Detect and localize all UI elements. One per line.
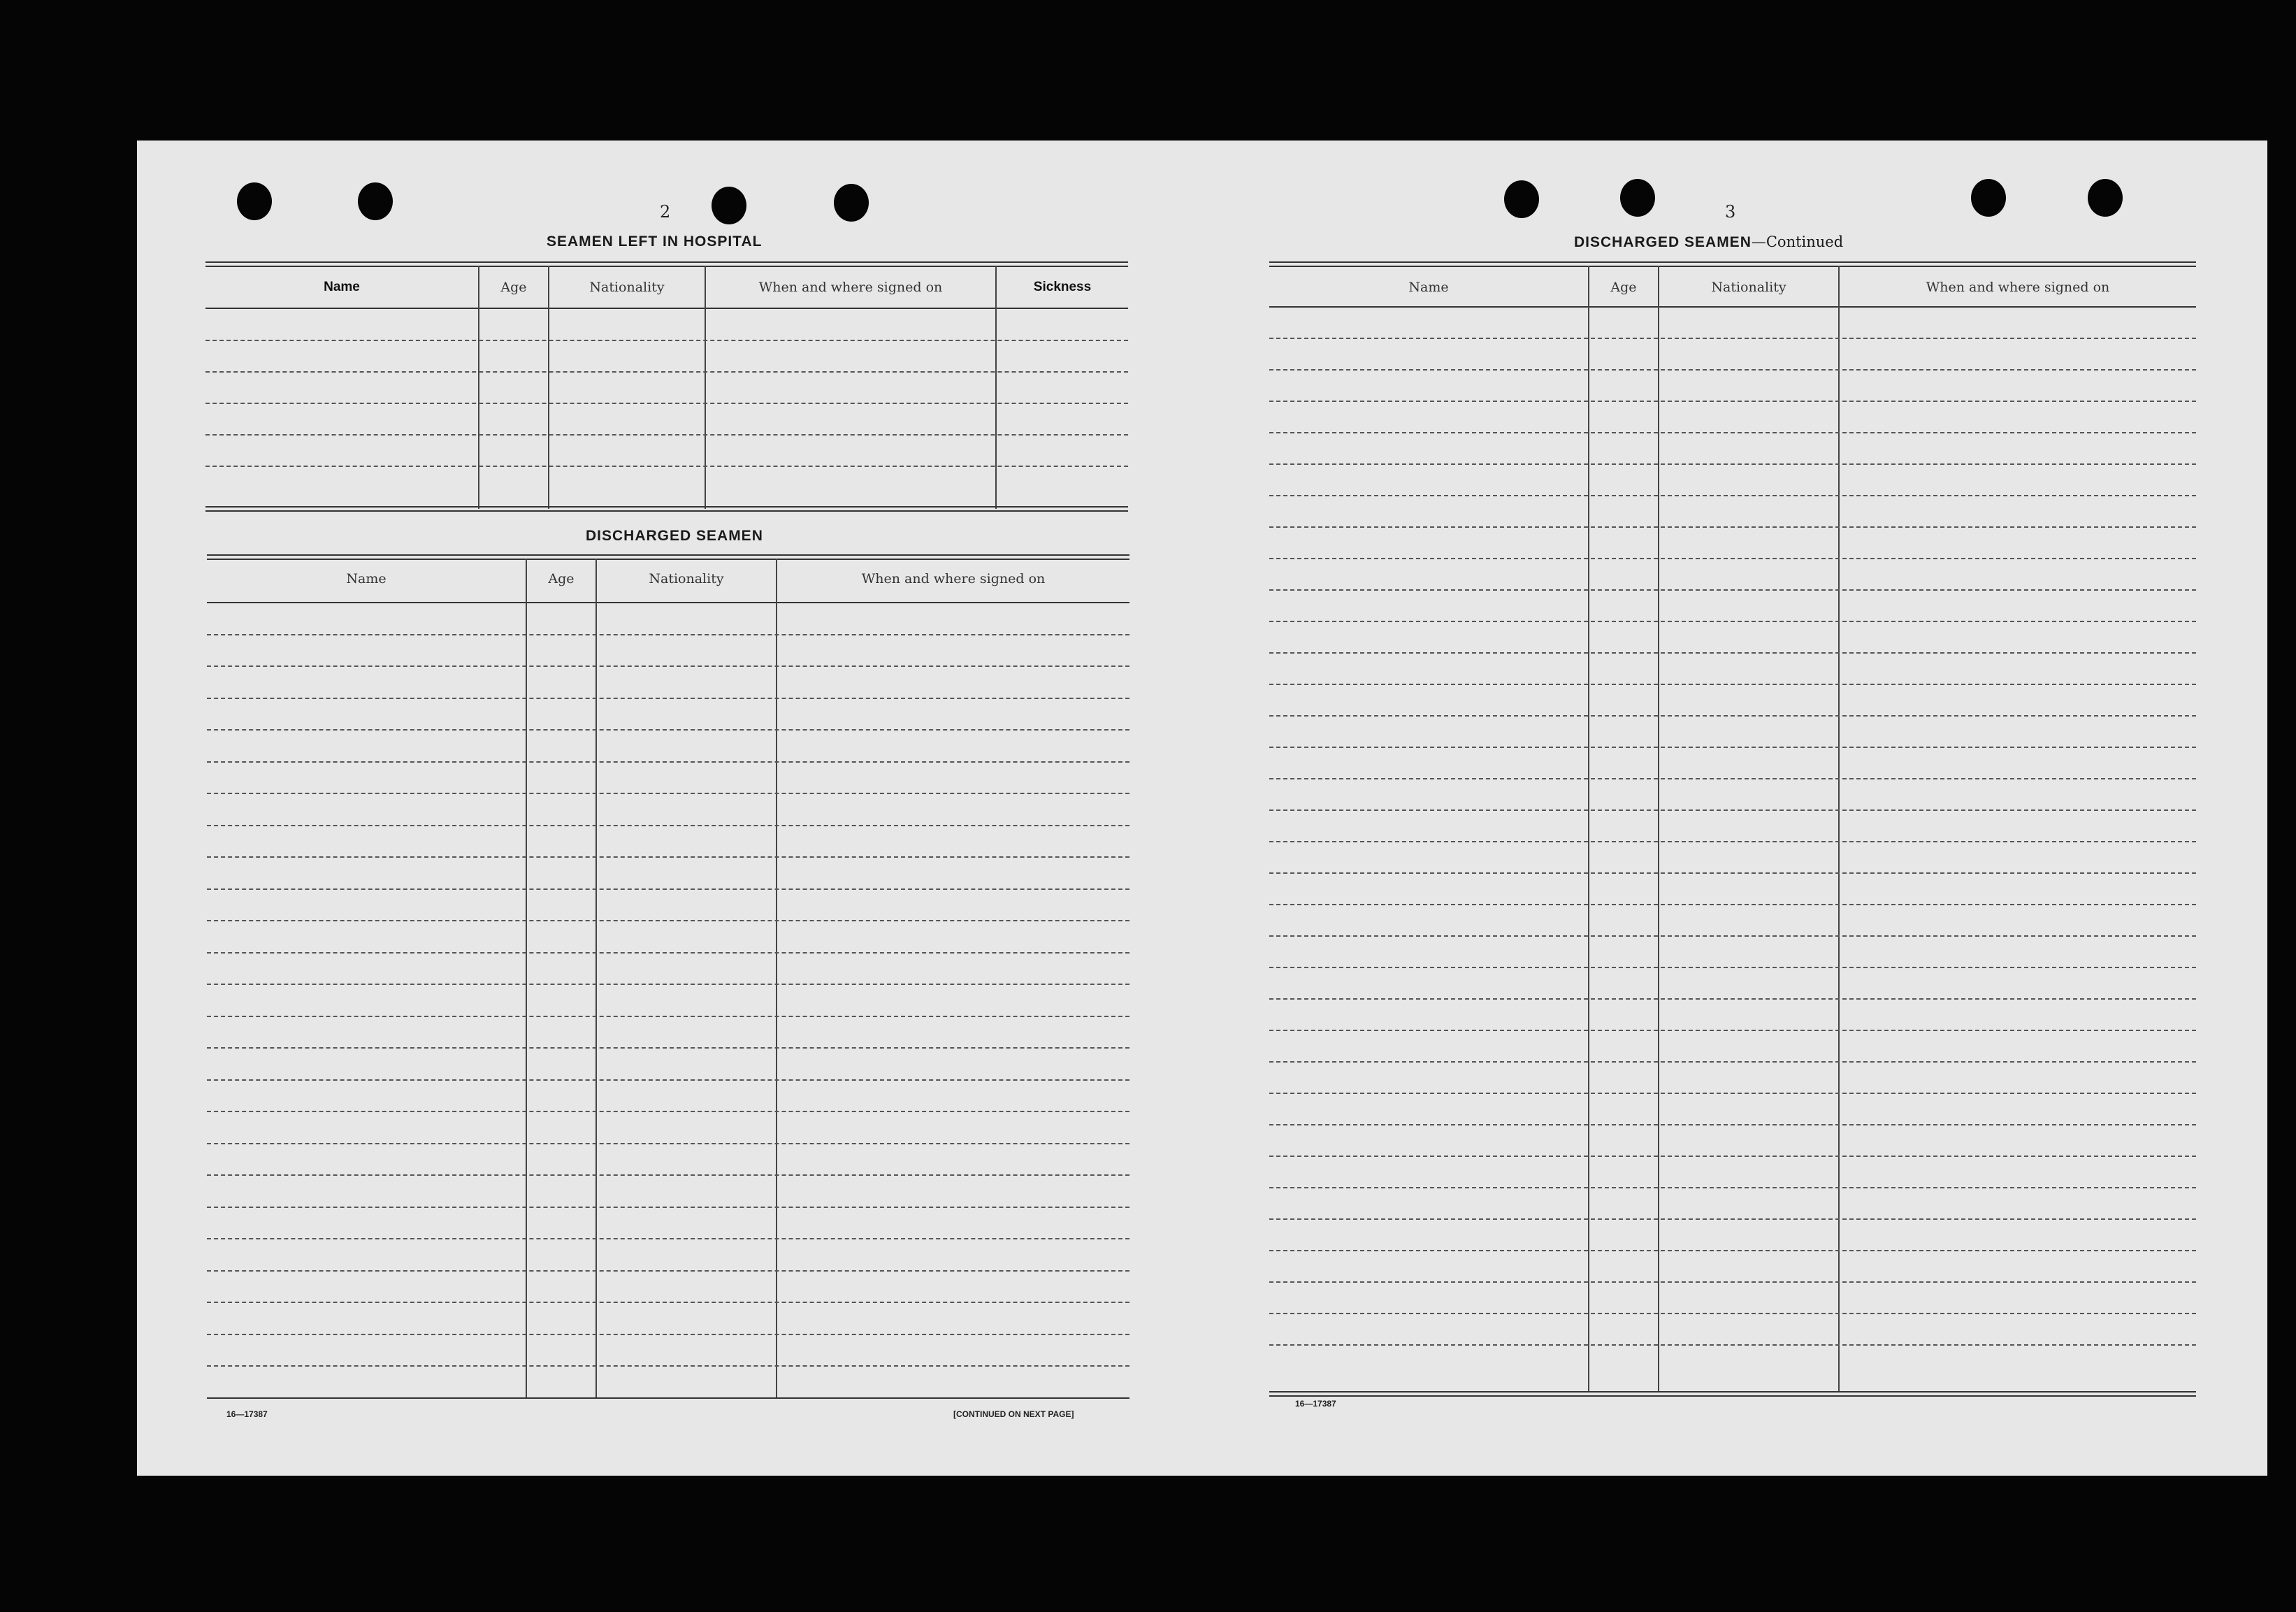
header-name: Name xyxy=(324,280,360,294)
header-nationality: Nationality xyxy=(1711,280,1786,295)
punch-hole xyxy=(237,182,272,220)
table-row-line xyxy=(1269,998,2196,1000)
header-when-where: When and where signed on xyxy=(1926,280,2110,295)
title-main: DISCHARGED SEAMEN xyxy=(1574,234,1752,250)
header-sickness: Sickness xyxy=(1033,280,1092,294)
table-row-line xyxy=(1269,432,2196,433)
table-row-line xyxy=(1269,652,2196,654)
table-row-line xyxy=(207,729,1129,731)
table-row-line xyxy=(207,1270,1129,1272)
table-row-line xyxy=(1269,463,2196,465)
document-sheet xyxy=(137,141,2267,1476)
table-row-line xyxy=(1269,495,2196,496)
table-row-line xyxy=(1269,778,2196,779)
title-suffix: —Continued xyxy=(1751,233,1844,250)
table-row-line xyxy=(207,793,1129,794)
table-row-line xyxy=(207,1111,1129,1112)
table-row-line xyxy=(207,761,1129,763)
header-nationality: Nationality xyxy=(649,571,724,586)
table-row-line xyxy=(1269,558,2196,559)
punch-hole xyxy=(834,184,869,222)
table-row-line xyxy=(1269,684,2196,685)
form-number-right: 16—17387 xyxy=(1295,1399,1336,1409)
table-row-line xyxy=(207,665,1129,667)
table-row-line xyxy=(1269,369,2196,370)
punch-hole xyxy=(1504,180,1539,218)
discharged-table-left xyxy=(207,554,1129,1404)
header-name: Name xyxy=(1408,280,1449,295)
form-number-left: 16—17387 xyxy=(226,1409,268,1419)
table-row-line xyxy=(207,1207,1129,1208)
punch-hole xyxy=(1971,179,2006,217)
table-row-line xyxy=(207,1143,1129,1144)
table-row-line xyxy=(1269,841,2196,842)
table-row-line xyxy=(1269,621,2196,622)
table-row-line xyxy=(207,920,1129,921)
table-row-line xyxy=(1269,967,2196,968)
header-when-where: When and where signed on xyxy=(758,280,943,295)
table-row-line xyxy=(1269,526,2196,528)
table-row-line xyxy=(1269,338,2196,339)
table-row-line xyxy=(207,1334,1129,1335)
hospital-table xyxy=(205,261,1128,513)
table-row-line xyxy=(1269,589,2196,591)
table-row-line xyxy=(1269,809,2196,811)
discharged-section-title: DISCHARGED SEAMEN xyxy=(586,528,763,544)
table-row-line xyxy=(1269,1061,2196,1063)
discharged-table-right xyxy=(1269,261,2196,1397)
table-row-line xyxy=(1269,1093,2196,1094)
table-row-line xyxy=(1269,1313,2196,1314)
table-row-line xyxy=(1269,1124,2196,1125)
discharged-continued-title xyxy=(1574,233,1843,251)
punch-hole xyxy=(1620,179,1655,217)
header-when-where: When and where signed on xyxy=(861,571,1046,586)
page-number-left: 2 xyxy=(660,202,671,222)
table-row-line xyxy=(1269,1281,2196,1283)
punch-hole xyxy=(712,187,746,224)
table-row-line xyxy=(1269,904,2196,905)
header-nationality: Nationality xyxy=(589,280,665,295)
table-row-line xyxy=(1269,1156,2196,1157)
table-row-line xyxy=(1269,747,2196,748)
table-row-line xyxy=(1269,1250,2196,1251)
table-row-line xyxy=(1269,1030,2196,1031)
page-number-right: 3 xyxy=(1725,202,1736,222)
table-row-line xyxy=(207,856,1129,858)
header-age: Age xyxy=(548,571,575,586)
table-row-line xyxy=(1269,935,2196,937)
header-name: Name xyxy=(346,571,387,586)
table-row-line xyxy=(207,1238,1129,1239)
table-row-line xyxy=(207,634,1129,635)
table-row-line xyxy=(1269,1218,2196,1220)
header-age: Age xyxy=(1610,280,1637,295)
table-row-line xyxy=(207,698,1129,699)
table-row-line xyxy=(207,825,1129,826)
table-row-line xyxy=(207,1302,1129,1303)
table-row-line xyxy=(1269,401,2196,402)
header-age: Age xyxy=(500,280,527,295)
table-row-line xyxy=(1269,1344,2196,1346)
table-row-line xyxy=(1269,872,2196,874)
table-row-line xyxy=(207,984,1129,985)
table-row-line xyxy=(207,888,1129,890)
table-row-line xyxy=(1269,1187,2196,1188)
table-row-line xyxy=(1269,715,2196,717)
table-row-line xyxy=(207,1016,1129,1017)
punch-hole xyxy=(2088,179,2123,217)
hospital-section-title: SEAMEN LEFT IN HOSPITAL xyxy=(547,233,763,250)
punch-hole xyxy=(358,182,393,220)
continued-note: [CONTINUED ON NEXT PAGE] xyxy=(953,1409,1074,1419)
table-row-line xyxy=(207,1079,1129,1081)
table-row-line xyxy=(207,1047,1129,1049)
table-row-line xyxy=(207,952,1129,953)
table-row-line xyxy=(207,1365,1129,1367)
table-row-line xyxy=(207,1174,1129,1176)
